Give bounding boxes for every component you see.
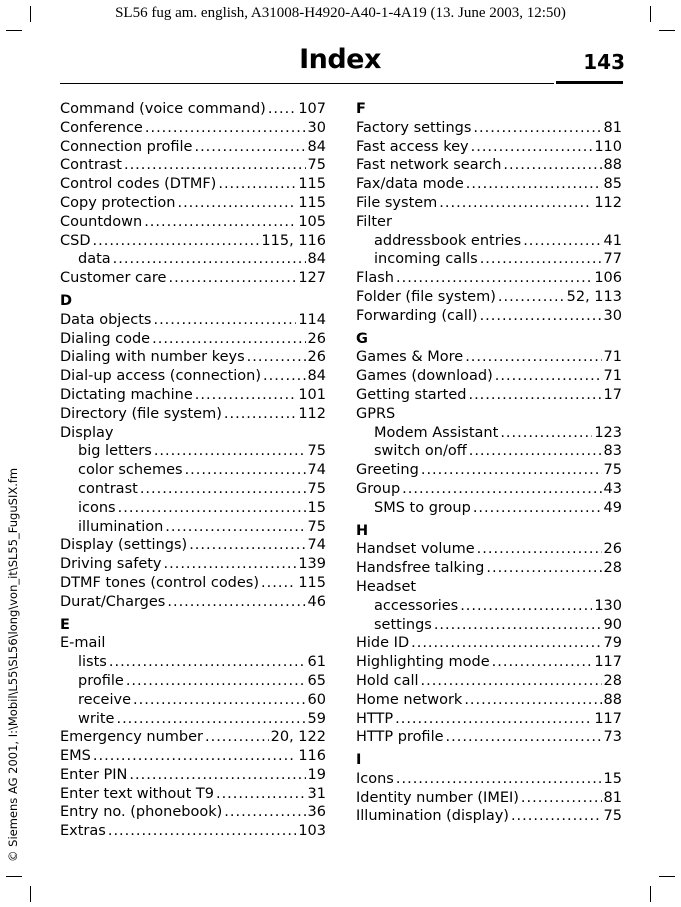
dot-leader (503, 156, 601, 175)
page-title: Index (299, 44, 381, 75)
entry-term: contrast (78, 480, 138, 497)
index-group-label: E-mail (60, 635, 106, 652)
entry-page-ref: 105 (298, 213, 326, 230)
dot-leader (434, 616, 602, 635)
entry-page-ref: 81 (603, 119, 622, 136)
dot-leader (224, 405, 296, 424)
dot-leader (216, 785, 306, 804)
index-entry (60, 138, 326, 157)
entry-page-ref: 43 (603, 480, 622, 497)
header-rule (60, 83, 554, 84)
dot-leader (486, 559, 601, 578)
index-subentry (356, 499, 622, 518)
dot-leader (396, 770, 602, 789)
index-entry (356, 691, 622, 710)
entry-term: Games & More (356, 349, 464, 366)
entry-term: Modem Assistant (374, 424, 499, 441)
index-entry (356, 807, 622, 826)
crop-mark (30, 886, 31, 902)
index-entry (356, 288, 622, 307)
index-subentry (356, 424, 622, 443)
dot-leader (468, 386, 601, 405)
crop-mark (659, 30, 675, 31)
dot-leader (189, 536, 305, 555)
entry-term: Dialing code (60, 330, 151, 347)
index-letter-heading: F (356, 101, 366, 117)
entry-page-ref: 115 (298, 176, 326, 193)
copyright-path-text: © Siemens AG 2001, I:\Mobil\L55\SL56\long\von_it\SL55_FuguSIX.fm (6, 467, 20, 862)
index-entry (356, 540, 622, 559)
index-entry (60, 386, 326, 405)
index-entry (356, 789, 622, 808)
entry-term: HTTP profile (356, 729, 444, 746)
entry-page-ref: 85 (603, 176, 622, 193)
entry-page-ref: 74 (307, 462, 326, 479)
entry-page-ref: 31 (307, 785, 326, 802)
dot-leader (263, 367, 306, 386)
entry-term: CSD (60, 232, 91, 249)
index-subentry (60, 691, 326, 710)
entry-term: accessories (374, 597, 459, 614)
entry-term: illumination (78, 518, 164, 535)
side-margin (6, 0, 22, 907)
crop-mark (650, 6, 651, 22)
entry-page-ref: 20, 122 (270, 729, 326, 746)
index-entry (60, 213, 326, 232)
entry-term: Handset volume (356, 541, 475, 558)
index-subentry (60, 250, 326, 269)
index-entry (60, 785, 326, 804)
entry-term: Fast network search (356, 157, 502, 174)
index-subentry (356, 250, 622, 269)
entry-term: Fax/data mode (356, 176, 464, 193)
entry-term: profile (78, 672, 124, 689)
dot-leader (108, 822, 296, 841)
index-entry (60, 100, 326, 119)
entry-term: switch on/off (374, 443, 467, 460)
entry-page-ref: 28 (603, 560, 622, 577)
index-entry (356, 770, 622, 789)
entry-page-ref: 88 (603, 157, 622, 174)
dot-leader (168, 269, 296, 288)
index-entry (356, 307, 622, 326)
entry-term: write (78, 710, 115, 727)
entry-term: Durat/Charges (60, 593, 166, 610)
index-entry (60, 348, 326, 367)
entry-page-ref: 115 (298, 574, 326, 591)
index-subentry (60, 480, 326, 499)
entry-page-ref: 123 (594, 424, 622, 441)
index-entry (60, 405, 326, 424)
entry-page-ref: 75 (307, 157, 326, 174)
entry-page-ref: 112 (298, 405, 326, 422)
entry-page-ref: 90 (603, 616, 622, 633)
entry-term: Factory settings (356, 119, 472, 136)
entry-term: Icons (356, 770, 394, 787)
index-subentry (356, 616, 622, 635)
index-entry (356, 559, 622, 578)
dot-leader (205, 728, 269, 747)
dot-leader (521, 789, 602, 808)
dot-leader (480, 307, 602, 326)
entry-page-ref: 117 (594, 654, 622, 671)
entry-term: Fast access key (356, 138, 469, 155)
index-entry (60, 536, 326, 555)
entry-page-ref: 30 (603, 307, 622, 324)
entry-page-ref: 49 (603, 499, 622, 516)
entry-page-ref: 46 (307, 593, 326, 610)
index-subentry (60, 461, 326, 480)
entry-page-ref: 139 (298, 556, 326, 573)
dot-leader (261, 574, 296, 593)
index-entry (356, 634, 622, 653)
entry-page-ref: 65 (307, 672, 326, 689)
entry-page-ref: 15 (603, 770, 622, 787)
page-number: 143 (583, 50, 625, 74)
dot-leader (492, 653, 593, 672)
index-entry (60, 232, 326, 251)
index-group-label: Headset (356, 578, 417, 595)
entry-page-ref: 84 (307, 138, 326, 155)
entry-page-ref: 30 (307, 119, 326, 136)
entry-page-ref: 71 (603, 368, 622, 385)
index-entry (60, 330, 326, 349)
index-entry (356, 386, 622, 405)
entry-term: Home network (356, 691, 463, 708)
entry-page-ref: 19 (307, 766, 326, 783)
entry-term: Forwarding (call) (356, 307, 478, 324)
dot-leader (473, 119, 601, 138)
dot-leader (224, 803, 305, 822)
entry-page-ref: 127 (298, 270, 326, 287)
dot-leader (218, 175, 296, 194)
dot-leader (93, 232, 260, 251)
index-letter-heading: H (356, 522, 369, 539)
dot-leader (466, 175, 602, 194)
entry-term: Dictating machine (60, 386, 193, 403)
entry-term: addressbook entries (374, 232, 522, 249)
index-subentry (356, 442, 622, 461)
dot-leader (93, 747, 296, 766)
dot-leader (446, 728, 602, 747)
dot-leader (129, 766, 305, 785)
entry-term: File system (356, 194, 438, 211)
entry-page-ref: 116 (298, 748, 326, 765)
entry-term: Driving safety (60, 556, 162, 573)
index-entry (60, 803, 326, 822)
dot-leader (116, 710, 305, 729)
crop-mark (659, 876, 675, 877)
index-subentry (356, 232, 622, 251)
index-column-right (356, 100, 622, 826)
entry-term: Hold call (356, 672, 419, 689)
entry-term: Contrast (60, 157, 122, 174)
dot-leader (152, 330, 305, 349)
index-entry (356, 269, 622, 288)
index-group-label: Filter (356, 213, 392, 230)
entry-page-ref: 74 (307, 537, 326, 554)
dot-leader (421, 672, 602, 691)
entry-page-ref: 26 (307, 349, 326, 366)
entry-term: Enter PIN (60, 766, 128, 783)
dot-leader (439, 194, 592, 213)
entry-page-ref: 71 (603, 349, 622, 366)
index-entry (60, 574, 326, 593)
entry-term: EMS (60, 748, 91, 765)
entry-page-ref: 81 (603, 789, 622, 806)
index-group-label: Display (60, 424, 114, 441)
dot-leader (495, 367, 602, 386)
entry-term: Enter text without T9 (60, 785, 214, 802)
file-info-line: SL56 fug am. english, A31008-H4920-A40-1-4A19 (13. June 2003, 12:50) (115, 5, 566, 21)
entry-term: Extras (60, 823, 106, 840)
index-entry (356, 156, 622, 175)
entry-term: Entry no. (phonebook) (60, 804, 223, 821)
dot-leader (500, 424, 592, 443)
entry-term: Countdown (60, 213, 143, 230)
entry-page-ref: 112 (594, 194, 622, 211)
entry-page-ref: 73 (603, 729, 622, 746)
index-subentry (356, 597, 622, 616)
entry-term: Greeting (356, 462, 419, 479)
dot-leader (498, 288, 565, 307)
dot-leader (511, 807, 602, 826)
entry-term: DTMF tones (control codes) (60, 574, 260, 591)
dot-leader (464, 691, 601, 710)
entry-page-ref: 75 (307, 518, 326, 535)
entry-term: Conference (60, 119, 143, 136)
index-entry (356, 672, 622, 691)
dot-leader (145, 119, 306, 138)
index-subentry (60, 442, 326, 461)
dot-leader (480, 250, 602, 269)
dot-leader (465, 348, 601, 367)
entry-term: lists (78, 654, 107, 671)
dot-leader (144, 213, 296, 232)
index-entry (60, 194, 326, 213)
dot-leader (421, 461, 602, 480)
entry-page-ref: 41 (603, 232, 622, 249)
index-group-label: GPRS (356, 405, 396, 422)
index-subentry (60, 710, 326, 729)
index-entry (356, 367, 622, 386)
index-column-left (60, 100, 326, 841)
dot-leader (165, 518, 305, 537)
index-entry (60, 156, 326, 175)
index-letter-heading: I (356, 752, 362, 769)
entry-page-ref: 52, 113 (566, 288, 622, 305)
dot-leader (460, 597, 592, 616)
entry-term: Illumination (display) (356, 808, 509, 825)
entry-term: Highlighting mode (356, 654, 490, 671)
index-letter-heading: G (356, 330, 368, 347)
entry-term: data (78, 251, 111, 268)
entry-page-ref: 36 (307, 804, 326, 821)
entry-page-ref: 107 (298, 101, 326, 117)
dot-leader (473, 499, 602, 518)
dot-leader (177, 194, 296, 213)
entry-page-ref: 103 (298, 823, 326, 840)
entry-term: SMS to group (374, 499, 471, 516)
index-entry (356, 119, 622, 138)
index-subentry (60, 672, 326, 691)
entry-page-ref: 61 (307, 654, 326, 671)
entry-page-ref: 83 (603, 443, 622, 460)
crop-mark (650, 886, 651, 902)
dot-leader (167, 593, 305, 612)
page-number-rule (556, 81, 623, 84)
dot-leader (113, 250, 306, 269)
dot-leader (126, 672, 306, 691)
entry-page-ref: 115 (298, 194, 326, 211)
index-entry (60, 367, 326, 386)
entry-page-ref: 26 (307, 330, 326, 347)
entry-term: color schemes (78, 462, 183, 479)
entry-page-ref: 130 (594, 597, 622, 614)
entry-page-ref: 15 (307, 499, 326, 516)
entry-page-ref: 75 (307, 480, 326, 497)
dot-leader (185, 461, 306, 480)
dot-leader (268, 100, 297, 119)
index-entry (60, 311, 326, 330)
entry-term: Display (settings) (60, 537, 188, 554)
entry-term: settings (374, 616, 432, 633)
index-entry (60, 119, 326, 138)
index-entry (356, 728, 622, 747)
index-letter-heading: D (60, 292, 73, 309)
entry-term: Dialing with number keys (60, 349, 245, 366)
entry-page-ref: 88 (603, 691, 622, 708)
index-entry (356, 461, 622, 480)
entry-page-ref: 84 (307, 368, 326, 385)
dot-leader (523, 232, 601, 251)
entry-page-ref: 60 (307, 691, 326, 708)
dot-leader (194, 138, 305, 157)
index-entry (60, 728, 326, 747)
entry-page-ref: 115, 116 (261, 232, 326, 249)
entry-term: Flash (356, 270, 394, 287)
entry-term: receive (78, 691, 131, 708)
entry-page-ref: 17 (603, 386, 622, 403)
entry-page-ref: 75 (603, 808, 622, 825)
entry-page-ref: 75 (307, 443, 326, 460)
dot-leader (469, 442, 602, 461)
entry-page-ref: 84 (307, 251, 326, 268)
entry-term: Group (356, 480, 401, 497)
index-entry (60, 822, 326, 841)
entry-term: icons (78, 499, 116, 516)
entry-term: Connection profile (60, 138, 193, 155)
dot-leader (195, 386, 297, 405)
dot-leader (395, 710, 592, 729)
index-entry (356, 194, 622, 213)
entry-term: Emergency number (60, 729, 203, 746)
entry-term: Copy protection (60, 194, 176, 211)
entry-term: Command (voice command) (60, 101, 266, 117)
index-entry (60, 269, 326, 288)
entry-page-ref: 28 (603, 672, 622, 689)
entry-term: Customer care (60, 270, 167, 287)
dot-leader (153, 311, 296, 330)
index-entry (356, 138, 622, 157)
entry-page-ref: 75 (603, 462, 622, 479)
index-subentry (60, 653, 326, 672)
index-letter-heading: E (60, 616, 70, 633)
index-entry (60, 747, 326, 766)
dot-leader (109, 653, 306, 672)
entry-term: Hide ID (356, 635, 410, 652)
entry-term: Data objects (60, 311, 152, 328)
entry-term: HTTP (356, 710, 394, 727)
dot-leader (154, 442, 306, 461)
entry-term: big letters (78, 443, 152, 460)
entry-term: Identity number (IMEI) (356, 789, 519, 806)
entry-page-ref: 110 (594, 138, 622, 155)
dot-leader (118, 499, 306, 518)
index-entry (356, 348, 622, 367)
index-subentry (60, 499, 326, 518)
dot-leader (477, 540, 602, 559)
dot-leader (140, 480, 306, 499)
dot-leader (124, 156, 306, 175)
index-entry (60, 766, 326, 785)
dot-leader (247, 348, 306, 367)
entry-page-ref: 79 (603, 635, 622, 652)
dot-leader (396, 269, 592, 288)
entry-page-ref: 26 (603, 541, 622, 558)
entry-page-ref: 77 (603, 251, 622, 268)
entry-term: Games (download) (356, 368, 493, 385)
crop-mark (30, 6, 31, 22)
dot-leader (471, 138, 593, 157)
entry-page-ref: 101 (298, 386, 326, 403)
index-entry (356, 480, 622, 499)
index-subentry (60, 518, 326, 537)
entry-term: incoming calls (374, 251, 478, 268)
entry-term: Handsfree talking (356, 560, 485, 577)
entry-term: Getting started (356, 386, 467, 403)
entry-term: Control codes (DTMF) (60, 176, 217, 193)
entry-term: Directory (file system) (60, 405, 222, 422)
index-entry (60, 555, 326, 574)
index-entry (356, 175, 622, 194)
entry-page-ref: 106 (594, 270, 622, 287)
entry-page-ref: 117 (594, 710, 622, 727)
dot-leader (402, 480, 601, 499)
dot-leader (411, 634, 601, 653)
index-entry (356, 653, 622, 672)
entry-term: Dial-up access (connection) (60, 368, 262, 385)
entry-page-ref: 114 (298, 311, 326, 328)
index-entry (60, 175, 326, 194)
entry-page-ref: 59 (307, 710, 326, 727)
index-entry (60, 593, 326, 612)
dot-leader (164, 555, 297, 574)
index-entry (356, 710, 622, 729)
dot-leader (133, 691, 306, 710)
entry-term: Folder (file system) (356, 288, 496, 305)
